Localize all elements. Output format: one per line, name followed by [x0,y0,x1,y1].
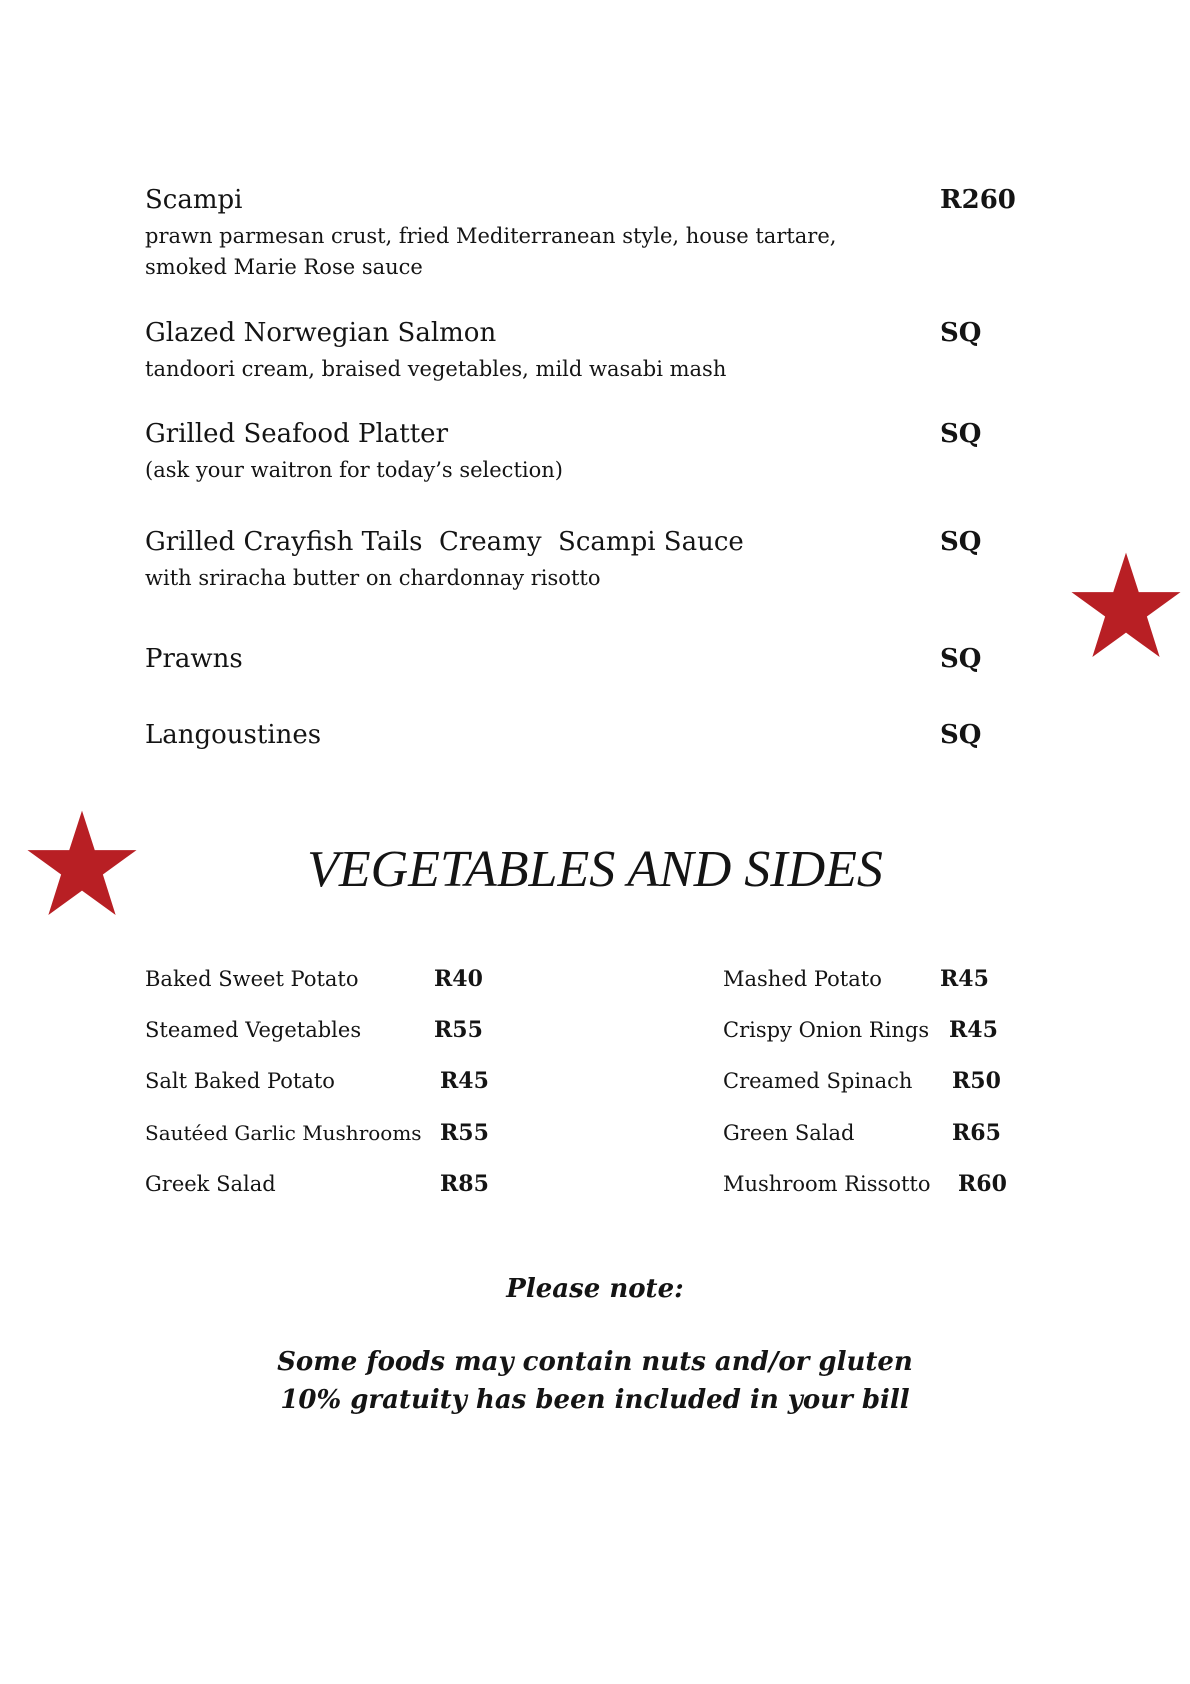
item-name: Glazed Norwegian Salmon [145,318,497,348]
item-price: R260 [940,185,1016,215]
side-item-name: Crispy Onion Rings [723,1018,930,1042]
item-price: SQ [940,720,982,750]
item-name: Grilled Seafood Platter [145,419,448,449]
item-name: Scampi [145,185,243,215]
item-description: (ask your waitron for today’s selection) [145,458,563,482]
side-item-name: Greek Salad [145,1172,276,1196]
side-item-name: Mashed Potato [723,967,882,991]
item-price: SQ [940,527,982,557]
side-item-name: Creamed Spinach [723,1069,913,1093]
side-item-name: Sautéed Garlic Mushrooms [145,1121,422,1145]
side-item-price: R60 [958,1171,1007,1197]
item-name: Langoustines [145,720,322,750]
side-item-price: R40 [434,966,483,992]
side-item-name: Mushroom Rissotto [723,1172,931,1196]
sides-heading: VEGETABLES AND SIDES [307,841,883,898]
item-description: prawn parmesan crust, fried Mediterranean style, house tartare, [145,224,837,248]
side-item-price: R65 [952,1120,1001,1146]
side-item-name: Steamed Vegetables [145,1018,362,1042]
item-price: SQ [940,318,982,348]
item-description: with sriracha butter on chardonnay risotto [145,566,601,590]
note-title: Please note: [506,1274,684,1304]
side-item-price: R50 [952,1068,1001,1094]
side-item-name: Salt Baked Potato [145,1069,335,1093]
side-item-price: R85 [440,1171,489,1197]
note-line-nuts: Some foods may contain nuts and/or gluten [277,1347,913,1377]
side-item-name: Green Salad [723,1121,855,1145]
side-item-price: R45 [940,966,989,992]
side-item-name: Baked Sweet Potato [145,967,359,991]
item-price: SQ [940,644,982,674]
side-item-price: R55 [434,1017,483,1043]
item-name: Prawns [145,644,243,674]
item-description: smoked Marie Rose sauce [145,255,423,279]
side-item-price: R45 [949,1017,998,1043]
star-icon [1068,550,1184,662]
side-item-price: R55 [440,1120,489,1146]
note-line-gratuity: 10% gratuity has been included in your bill [280,1385,910,1415]
item-description: tandoori cream, braised vegetables, mild wasabi mash [145,357,727,381]
item-name: Grilled Crayfish Tails Creamy Scampi Sauce [145,527,744,557]
item-price: SQ [940,419,982,449]
side-item-price: R45 [440,1068,489,1094]
